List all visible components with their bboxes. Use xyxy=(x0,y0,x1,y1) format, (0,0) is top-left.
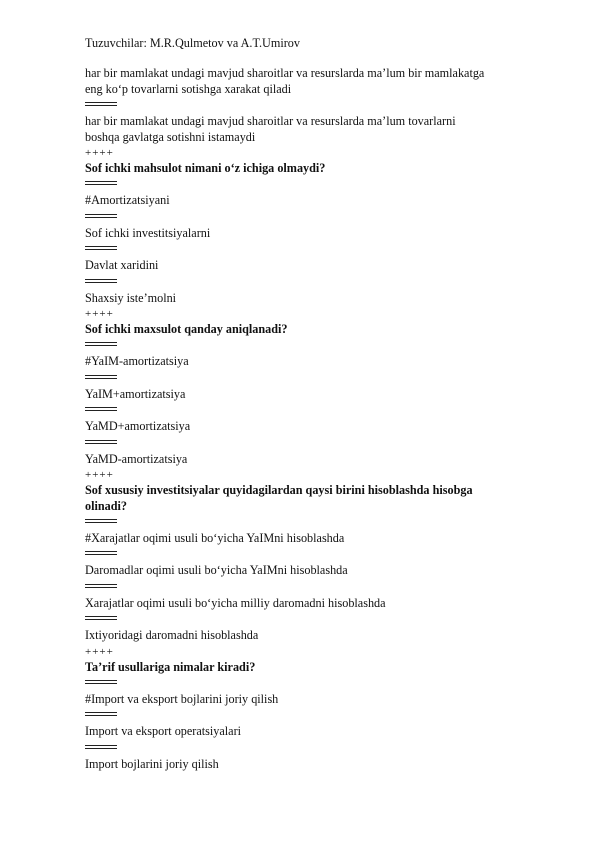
intro-alt-line2: boshqa gavlatga sotishni istamaydi xyxy=(85,129,256,144)
double-rule-separator xyxy=(85,579,555,596)
answer-option: #Xarajatlar oqimi usuli bo‘yicha YaIMni hisoblashda xyxy=(85,530,345,545)
double-rule-separator xyxy=(85,546,555,563)
double-rule-separator xyxy=(85,176,555,193)
question-title: Ta’rif usullariga nimalar kiradi? xyxy=(85,659,256,674)
answer-option: YaMD+amortizatsiya xyxy=(85,419,191,434)
intro-alt-line1: har bir mamlakat undagi mavjud sharoitlar va resurslarda ma’lum tovarlarni xyxy=(85,114,456,129)
question-title: Sof ichki maxsulot qanday aniqlanadi? xyxy=(85,322,288,337)
answer-option: #YaIM-amortizatsiya xyxy=(85,354,189,369)
double-rule-separator xyxy=(85,241,555,258)
document-page xyxy=(85,36,555,772)
double-rule-separator xyxy=(85,740,555,757)
double-rule-separator xyxy=(85,209,555,226)
question-title-line1: Sof xususiy investitsiyalar quyidagilardan qaysi birini hisoblashda hisobga xyxy=(85,483,473,498)
question-title-line2: olinadi? xyxy=(85,498,127,513)
answer-option: YaIM+amortizatsiya xyxy=(85,386,186,401)
plus-separator: ++++ xyxy=(85,308,114,321)
plus-separator: ++++ xyxy=(85,469,114,482)
answer-option: #Import va eksport bojlarini joriy qilish xyxy=(85,691,279,706)
answer-option: Import va eksport operatsiyalari xyxy=(85,724,242,739)
double-rule-separator xyxy=(85,611,555,628)
plus-separator: ++++ xyxy=(85,645,114,658)
double-rule-separator xyxy=(85,435,555,452)
answer-option: Shaxsiy iste’molni xyxy=(85,290,177,305)
double-rule-separator xyxy=(85,707,555,724)
answer-option: Davlat xaridini xyxy=(85,258,159,273)
answer-option: Xarajatlar oqimi usuli bo‘yicha milliy daromadni hisoblashda xyxy=(85,595,386,610)
answer-option: Import bojlarini joriy qilish xyxy=(85,756,219,771)
double-rule-separator xyxy=(85,402,555,419)
double-rule-separator xyxy=(85,97,555,114)
question-title: Sof ichki mahsulot nimani o‘z ichiga olmaydi? xyxy=(85,161,326,176)
double-rule-separator xyxy=(85,337,555,354)
answer-option: Sof ichki investitsiyalarni xyxy=(85,225,211,240)
answer-option: #Amortizatsiyani xyxy=(85,193,170,208)
double-rule-separator xyxy=(85,675,555,692)
answer-option: Ixtiyoridagi daromadni hisoblashda xyxy=(85,628,259,643)
double-rule-separator xyxy=(85,274,555,291)
intro-stem-line1: har bir mamlakat undagi mavjud sharoitlar va resurslarda ma’lum bir mamlakatga xyxy=(85,66,485,81)
double-rule-separator xyxy=(85,514,555,531)
answer-option: Daromadlar oqimi usuli bo‘yicha YaIMni hisoblashda xyxy=(85,563,348,578)
author-line: Tuzuvchilar: M.R.Qulmetov va A.T.Umirov xyxy=(85,36,300,50)
double-rule-separator xyxy=(85,370,555,387)
plus-separator: ++++ xyxy=(85,147,114,160)
intro-stem-line2: eng ko‘p tovarlarni sotishga xarakat qiladi xyxy=(85,81,292,96)
answer-option: YaMD-amortizatsiya xyxy=(85,451,188,466)
